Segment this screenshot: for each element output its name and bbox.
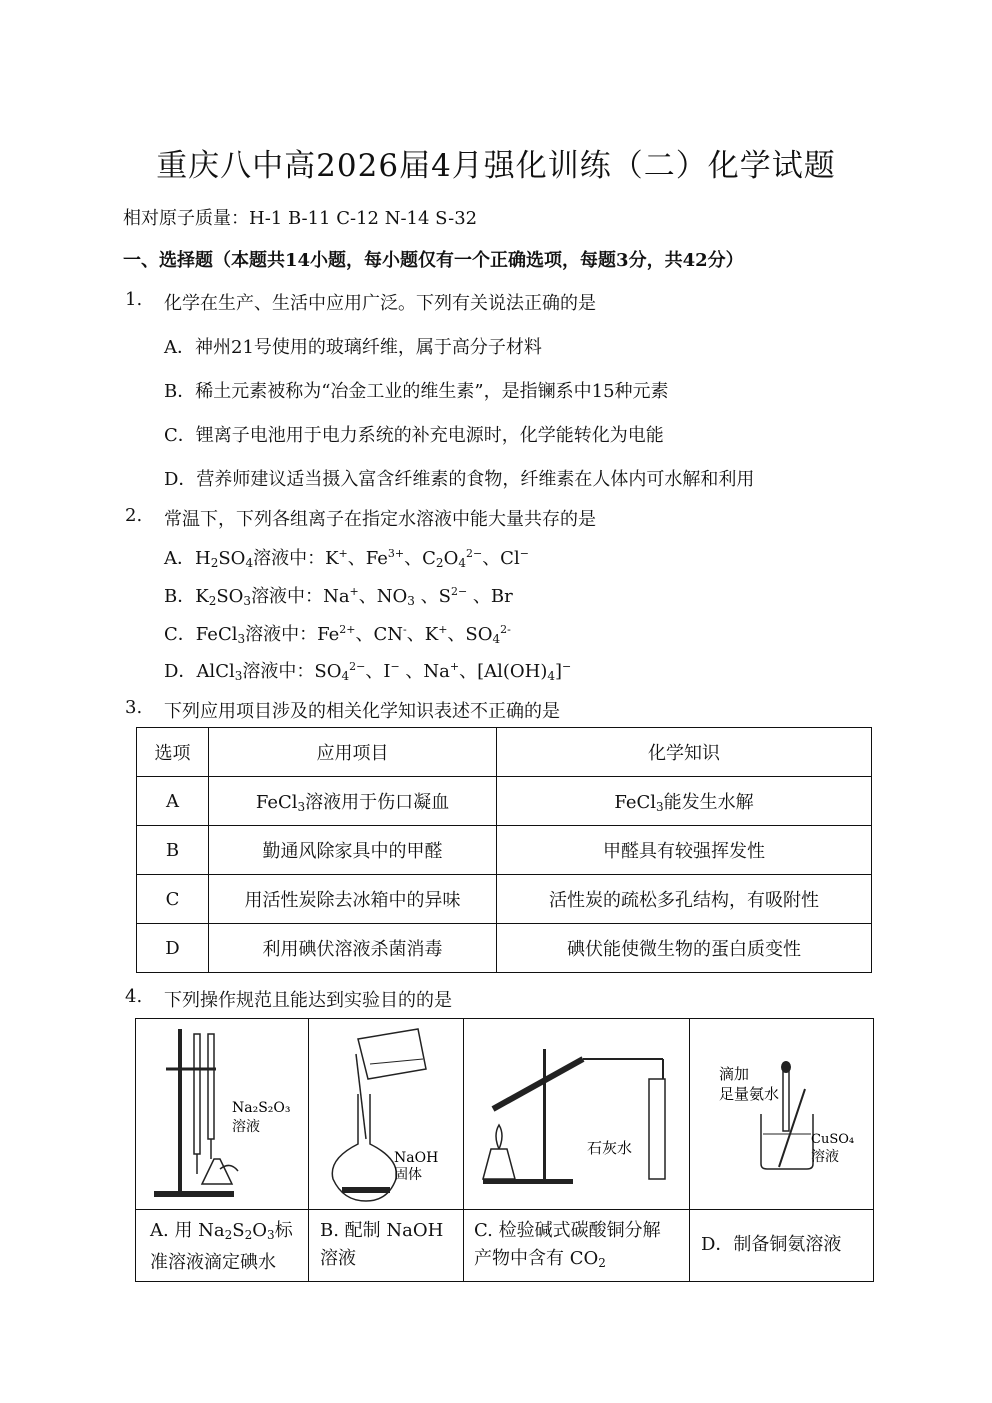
table-row — [137, 826, 872, 875]
table-row — [137, 875, 872, 924]
q2-option-b: B．$K_2SO_3$溶液中：Na+、$NO_3$ 、$S^{2-}$ 、Br — [164, 585, 513, 608]
caption-a: A. 用 $Na_2S_2O_3$标 准溶液滴定碘水 — [150, 1220, 293, 1273]
q1-number: 1. — [125, 289, 143, 310]
cell-option: A — [137, 777, 209, 826]
q3-table — [136, 727, 872, 973]
q4-experiment-table — [135, 1018, 874, 1282]
q1-option-c: C．锂离子电池用于电力系统的补充电源时，化学能转化为电能 — [164, 425, 664, 446]
header-knowledge: 化学知识 — [497, 728, 872, 777]
cell-application: 利用碘伏溶液杀菌消毒 — [209, 924, 497, 973]
cell-application: 勤通风除家具中的甲醛 — [209, 826, 497, 875]
cell-option: D — [137, 924, 209, 973]
q1-option-a: A．神州21号使用的玻璃纤维，属于高分子材料 — [164, 337, 542, 358]
fig-d-label-2: 足量氨水 — [719, 1085, 780, 1103]
titration-apparatus-figure — [136, 1019, 308, 1209]
q3-stem: 下列应用项目涉及的相关化学知识表述不正确的是 — [164, 701, 560, 722]
q2-option-a: A．$H_2SO_4$溶液中：K+、$Fe^{3+}$、$C_2O_4^{2-}$、Cl− — [164, 547, 529, 570]
fig-d-formula: CuSO₄ — [811, 1132, 855, 1147]
table-row — [137, 777, 872, 826]
caption-c: C. 检验碱式碳酸铜分解 产物中含有 $CO_2$ — [474, 1220, 661, 1270]
cell-option: C — [137, 875, 209, 924]
page-title: 重庆八中高2026届4月强化训练（二）化学试题 — [156, 148, 836, 184]
cell-application: 用活性炭除去冰箱中的异味 — [209, 875, 497, 924]
fig-a-formula: Na₂S₂O₃ — [232, 1100, 291, 1116]
q2-option-c: C．FeCl$_3$溶液中：$Fe^{2+}$、CN-、K+、$SO_4^{2-}$ — [164, 623, 511, 646]
q4-number: 4. — [125, 986, 143, 1007]
fig-c-label: 石灰水 — [587, 1139, 633, 1157]
cell-knowledge: 活性炭的疏松多孔结构，有吸附性 — [497, 875, 872, 924]
caption-d: D．制备铜氨溶液 — [701, 1234, 842, 1255]
fig-d-label-1: 滴加 — [719, 1065, 750, 1083]
q4-stem: 下列操作规范且能达到实验目的的是 — [164, 990, 452, 1011]
q1-stem: 化学在生产、生活中应用广泛。下列有关说法正确的是 — [164, 293, 596, 314]
q2-stem: 常温下，下列各组离子在指定水溶液中能大量共存的是 — [164, 509, 596, 530]
volumetric-flask-figure — [308, 1019, 463, 1209]
decomposition-apparatus-figure — [463, 1019, 689, 1209]
section-heading: 一、选择题（本题共14小题，每小题仅有一个正确选项，每题3分，共42分） — [123, 250, 744, 271]
q1-option-d: D．营养师建议适当摄入富含纤维素的食物，纤维素在人体内可水解和利用 — [164, 469, 755, 490]
cell-knowledge: 碘伏能使微生物的蛋白质变性 — [497, 924, 872, 973]
cell-option: B — [137, 826, 209, 875]
q2-option-d: D．AlCl$_3$溶液中：$SO_4^{2-}$、I− 、Na+、$[Al(OH)_4]^-$ — [164, 660, 572, 683]
q1-option-b: B．稀土元素被称为“冶金工业的维生素”，是指镧系中15种元素 — [164, 381, 669, 402]
beaker-dropper-figure — [689, 1019, 873, 1209]
atomic-mass-line: 相对原子质量：H-1 B-11 C-12 N-14 S-32 — [123, 208, 478, 229]
fig-b-label: 固体 — [394, 1167, 422, 1183]
cell-application: FeCl$_3$溶液用于伤口凝血 — [209, 777, 497, 826]
fig-d-label-3: 溶液 — [811, 1149, 839, 1165]
table-header-row — [137, 728, 872, 777]
q2-number: 2. — [125, 505, 143, 526]
header-application: 应用项目 — [209, 728, 497, 777]
q3-number: 3. — [125, 697, 143, 718]
caption-b: B. 配制 NaOH 溶液 — [320, 1220, 444, 1269]
fig-b-formula: NaOH — [394, 1150, 439, 1166]
header-option: 选项 — [137, 728, 209, 777]
fig-a-label: 溶液 — [232, 1119, 260, 1135]
cell-knowledge: 甲醛具有较强挥发性 — [497, 826, 872, 875]
cell-knowledge: FeCl$_3$能发生水解 — [497, 777, 872, 826]
table-row — [137, 924, 872, 973]
